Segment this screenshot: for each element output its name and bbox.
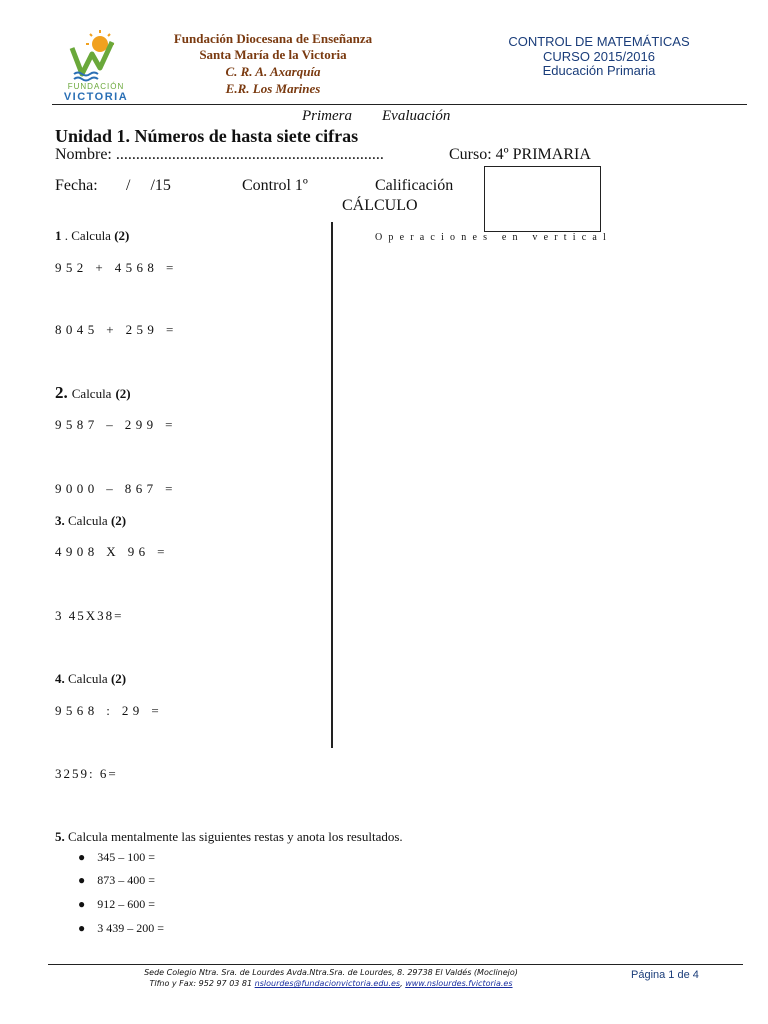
question-4-points: (2) [110,671,127,686]
fundacion-victoria-logo [60,28,132,104]
section-title: CÁLCULO [342,197,418,214]
footer-address: Sede Colegio Ntra. Sra. de Lourdes Avda.Ntra.Sra. de Lourdes, 8. 29738 El Valdés (Moclinejo) [144,968,518,977]
logo-emblem-icon [60,28,132,104]
question-1-heading [55,228,129,244]
question-1-points: (2) [114,228,130,243]
bullet-icon: ● [78,850,86,864]
org-name-line3: C. R. A. Axarquía [225,64,321,79]
question-3-heading [55,513,126,529]
unit-title: Unidad 1. Números de hasta siete cifras [55,126,359,146]
question-2-text: Calcula [71,386,112,401]
vertical-operations-label: Operaciones en vertical [375,232,612,243]
header-level: Educación Primaria [542,63,656,78]
question-3-text: Calcula [68,513,108,528]
question-2-heading [55,383,131,403]
question-5-number: 5. [55,829,65,844]
footer-phone: Tlfno y Fax: 952 97 03 81 [149,979,253,988]
question-5-text: Calcula mentalmente las siguientes restas y anota los resultados. [68,829,403,844]
org-name-line1: Fundación Diocesana de Enseñanza [173,31,373,46]
question-1-number: 1 [55,228,62,243]
footer-email-link[interactable]: nslourdes@fundacionvictoria.edu.es [254,979,401,988]
question-2-points: (2) [115,386,131,401]
evaluation-word1: Primera [302,108,352,124]
q5-item [78,850,155,865]
question-4-heading [55,671,126,687]
question-3-points: (2) [110,513,127,528]
page-number: Página 1 de 4 [631,969,699,981]
header-control-title: CONTROL DE MATEMÁTICAS [508,34,690,49]
q3-exercise-1: 4908 X 96 = [55,544,169,559]
control-label: Control 1º [242,177,308,194]
org-name-line2: Santa María de la Victoria [199,47,347,62]
question-4-number: 4. [55,671,65,686]
question-2-number: 2. [55,383,68,402]
q3-exercise-2: 3 45X38= [55,608,124,623]
q1-exercise-1: 952 + 4568 = [55,260,178,275]
question-5-heading [55,829,403,845]
date-field[interactable]: / /15 [126,177,171,194]
q2-exercise-2: 9000 – 867 = [55,481,177,496]
q5-item-text: 873 – 400 = [97,873,156,887]
bullet-icon: ● [78,921,86,935]
bullet-icon: ● [78,873,86,887]
svg-text:FUNDACIÓN: FUNDACIÓN [67,82,125,91]
footer-divider [48,964,743,965]
header-divider [52,104,747,105]
q5-item [78,897,155,912]
question-1-text: . Calcula [64,228,111,243]
svg-text:VICTORIA: VICTORIA [63,91,129,103]
q2-exercise-1: 9587 – 299 = [55,417,177,432]
footer-contact [96,979,566,988]
bullet-icon: ● [78,897,86,911]
evaluation-word2: Evaluación [382,108,451,124]
q4-exercise-2: 3259: 6= [55,766,118,781]
q5-item-text: 912 – 600 = [97,897,156,911]
course-label: Curso: 4º PRIMARIA [449,146,591,163]
q5-item-text: 345 – 100 = [97,850,156,864]
q5-item [78,873,155,888]
q5-item [78,921,164,936]
question-3-number: 3. [55,513,65,528]
org-name-line4: E.R. Los Marines [225,81,321,96]
grade-label: Calificación [375,177,454,194]
header-course-year: CURSO 2015/2016 [542,49,655,64]
column-divider [331,222,333,748]
footer-website-link[interactable]: www.nslourdes.fvictoria.es [405,979,513,988]
q1-exercise-2: 8045 + 259 = [55,322,178,337]
grade-box[interactable] [484,166,601,232]
name-field[interactable]: Nombre: ................................................................... [55,146,384,163]
footer-separator: , [400,979,403,988]
question-4-text: Calcula [68,671,108,686]
q4-exercise-1: 9568 : 29 = [55,703,164,718]
q5-item-text: 3 439 – 200 = [97,921,165,935]
date-label: Fecha: [55,177,98,194]
